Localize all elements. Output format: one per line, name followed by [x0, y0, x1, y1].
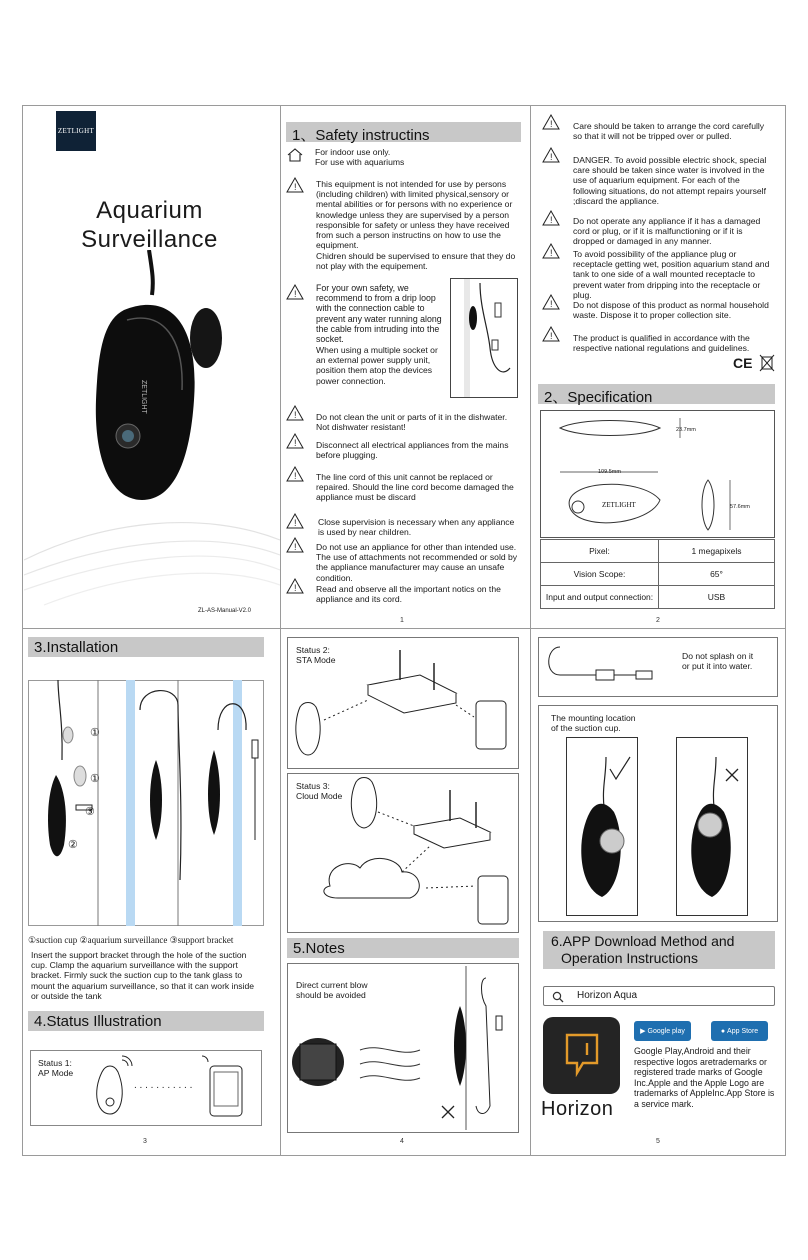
spec-value: USB	[659, 586, 775, 609]
indoor-use-text	[315, 147, 515, 167]
status1-line2: AP Mode	[38, 1068, 74, 1079]
apple-icon: ●	[720, 1027, 726, 1035]
horizon-app-icon[interactable]	[543, 1017, 620, 1094]
status3-line1: Status 3:	[296, 781, 330, 791]
notes-line1: Direct current blow	[296, 980, 368, 990]
svg-text:!: !	[550, 248, 553, 258]
warning-icon	[542, 294, 560, 310]
home-icon	[286, 147, 304, 163]
table-row	[541, 586, 775, 609]
cover-title-line1: Aquarium	[96, 197, 203, 224]
column-divider-2	[530, 105, 531, 1156]
drip-loop-diagram	[450, 278, 518, 398]
svg-text:!: !	[294, 518, 297, 528]
warning-icon	[286, 177, 304, 193]
indoor-line2: For use with aquariums	[315, 157, 405, 168]
page-number-3: 3	[143, 1138, 147, 1145]
google-play-badge[interactable]	[634, 1021, 691, 1041]
google-play-icon: ▶	[640, 1028, 646, 1035]
notes-line2: should be avoided	[296, 990, 366, 1001]
warning-text-4: Disconnect all electrical appliances from the mains before plugging.	[316, 440, 509, 461]
ce-mark: CE	[733, 355, 753, 371]
warning-text-1b: Chidren should be supervised to ensure that they do not play with the equipement.	[316, 251, 516, 272]
svg-text:!: !	[294, 471, 297, 481]
cover-title	[62, 196, 237, 254]
svg-text:!: !	[294, 438, 297, 448]
warning-icon	[542, 243, 560, 259]
status3-line2: Cloud Mode	[296, 791, 343, 802]
warning-icon	[542, 147, 560, 163]
svg-text:!: !	[550, 299, 553, 309]
page-number-5: 5	[656, 1138, 660, 1145]
svg-text:!: !	[294, 410, 297, 420]
warning-text-r3: Do not operate any appliance if it has a damaged cord or plug, or if it is malfunctioning or if it is dropped or damaged in any manner.	[573, 216, 761, 247]
svg-text:!: !	[294, 289, 297, 299]
callout-3: ③	[85, 806, 95, 818]
warning-text-1: This equipment is not intended for use by persons (including children) with limited physical,sensory or mental abilities or for persons with no experience or knowledge unless they are supervised by a person responsible for safety or unless they have received from such a person instructins on how to use the equipment.	[316, 179, 513, 251]
search-input[interactable]	[543, 986, 775, 1006]
warning-icon	[542, 114, 560, 130]
warning-icon	[286, 537, 304, 553]
svg-text:. . . . . . . . . . .: . . . . . . . . . . .	[134, 1080, 193, 1091]
search-query: Horizon Aqua	[577, 990, 638, 1001]
warning-icon	[542, 326, 560, 342]
callout-1b: ①	[90, 773, 100, 785]
svg-text:!: !	[294, 542, 297, 552]
page-number-1: 1	[400, 617, 404, 624]
mount-line2: of the suction cup.	[551, 723, 621, 734]
table-row	[541, 540, 775, 563]
status2-line2: STA Mode	[296, 655, 336, 666]
safety-heading: 1、Safety instructins	[286, 122, 521, 142]
cable-drawing	[540, 645, 670, 693]
svg-text:ZETLIGHT: ZETLIGHT	[602, 501, 636, 509]
warning-text-8: Read and observe all the important notics on the appliance and its cord.	[316, 584, 501, 605]
status1-label	[38, 1058, 73, 1078]
spec-label: Pixel:	[541, 540, 659, 563]
status-heading: 4.Status Illustration	[28, 1011, 264, 1031]
installation-legend: ①suction cup ②aquarium surveillance ③support bracket	[28, 935, 234, 945]
warning-text-2b: When using a multiple socket or an external power supply unit, position them atop the devices power connection.	[316, 345, 438, 386]
status2-line1: Status 2:	[296, 645, 330, 655]
cloud-mode-drawing	[290, 776, 516, 930]
dimension-drawing	[540, 410, 775, 538]
splash-warning	[682, 651, 753, 671]
app-name: Horizon	[541, 1098, 614, 1120]
dim-width: 109.5mm	[598, 469, 621, 475]
splash-line1: Do not splash on it	[682, 651, 754, 661]
google-play-label: Google play	[647, 1027, 685, 1035]
search-icon	[552, 991, 564, 1003]
warning-text-6: Close supervision is necessary when any appliance is used by near children.	[318, 517, 515, 538]
cover-title-line2: Surveillance	[81, 226, 218, 253]
manual-code: ZL-AS-Manual-V2.0	[198, 608, 252, 614]
svg-text:!: !	[550, 215, 553, 225]
product-photo	[24, 250, 280, 610]
weee-bin-icon	[758, 352, 776, 374]
splash-line2: or put it into water.	[682, 661, 753, 672]
warning-icon	[286, 433, 304, 449]
warning-icon	[286, 284, 304, 300]
page-number-4: 4	[400, 1138, 404, 1145]
svg-text:!: !	[550, 119, 553, 129]
svg-text:!: !	[550, 152, 553, 162]
installation-heading: 3.Installation	[28, 637, 264, 657]
svg-text:!: !	[550, 331, 553, 341]
callout-1a: ①	[90, 727, 100, 739]
app-store-badge[interactable]	[711, 1021, 768, 1041]
spec-label: Input and output connection:	[541, 586, 659, 609]
warning-text-7: Do not use an appliance for other than intended use. The use of attachments not recommended or sold by the appliance manufacturer may cause an unsafe condition.	[316, 542, 518, 583]
warning-text-5: The line cord of this unit cannot be replaced or repaired. Should the line cord become damaged the appliance must be discard	[316, 472, 514, 503]
app-store-label: App Store	[727, 1027, 759, 1035]
dim-height: 23.7mm	[676, 427, 696, 433]
warning-text-r5: Do not dispose of this product as normal household waste. Dispose it to proper collection site.	[573, 300, 769, 321]
trademark-text: Google Play,Android and their respective logos aretrademarks or registered trade marks of Google Inc.Apple and the Apple Logo are trademarks of AppleInc.App Store is a service mark.	[634, 1046, 775, 1109]
ap-mode-drawing	[92, 1052, 252, 1124]
notes-heading: 5.Notes	[287, 938, 519, 958]
mount-line1: The mounting location	[551, 713, 636, 723]
table-row	[541, 563, 775, 586]
warning-text-r1: Care should be taken to arrange the cord carefully so that it will not be tripped over or pulled.	[573, 121, 765, 142]
spec-table	[540, 539, 775, 609]
installation-drawing	[28, 680, 264, 926]
warning-icon	[286, 578, 304, 594]
app-heading-line1: 6.APP Download Method and	[551, 933, 735, 949]
app-heading-line2: Operation Instructions	[561, 950, 698, 966]
warning-text-3: Do not clean the unit or parts of it in the dishwater. Not dishwater resistant!	[316, 412, 508, 433]
warning-icon	[286, 466, 304, 482]
warning-text-r6: The product is qualified in accordance with the respective national regulations and guidelines.	[573, 333, 750, 354]
horizon-logo-icon	[563, 1033, 601, 1077]
callout-2: ②	[68, 839, 78, 851]
svg-text:!: !	[294, 583, 297, 593]
installation-body: Insert the support bracket through the hole of the suction cup. Clamp the aquarium surveillance with the support bracket. Firmly suck the suction cup to the tank glass to mount the aquarium surveillance, so that it can work inside or outside the tank	[31, 950, 255, 1001]
warning-text-r2: DANGER. To avoid possible electric shock, special care should be taken since water is involved in the use of aquarium equipment. For each of the following situations, do not attempt repairs yourself ;discard the appliance.	[573, 155, 767, 206]
app-heading	[543, 931, 775, 969]
mounting-drawing	[566, 737, 766, 917]
warning-text-r4: To avoid possibility of the appliance plug or receptacle getting wet, position aquarium stand and tank to one side of a wall mounted receptacle to prevent water from dripping into the receptacle or plug.	[573, 249, 770, 300]
spec-value: 1 megapixels	[659, 540, 775, 563]
notes-drawing	[290, 966, 516, 1130]
sta-mode-drawing	[290, 645, 516, 765]
warning-icon	[286, 513, 304, 529]
mounting-text	[551, 713, 636, 733]
row-divider	[22, 628, 786, 629]
specification-heading: 2、Specification	[538, 384, 775, 404]
dim-depth: 57.6mm	[730, 504, 750, 510]
warning-icon	[542, 210, 560, 226]
svg-text:ZETLIGHT: ZETLIGHT	[140, 380, 147, 414]
svg-text:!: !	[294, 182, 297, 192]
column-divider-1	[280, 105, 281, 1156]
brand-logo: ZETLIGHT	[56, 111, 96, 151]
spec-value: 65°	[659, 563, 775, 586]
indoor-line1: For indoor use only.	[315, 147, 391, 157]
page-number-2: 2	[656, 617, 660, 624]
warning-icon	[286, 405, 304, 421]
spec-label: Vision Scope:	[541, 563, 659, 586]
warning-text-2: For your own safety, we recommend to from a drip loop with the connection cable to prevent any water running along the cable from intruding into the socket.	[316, 283, 442, 345]
status1-line1: Status 1:	[38, 1058, 72, 1068]
